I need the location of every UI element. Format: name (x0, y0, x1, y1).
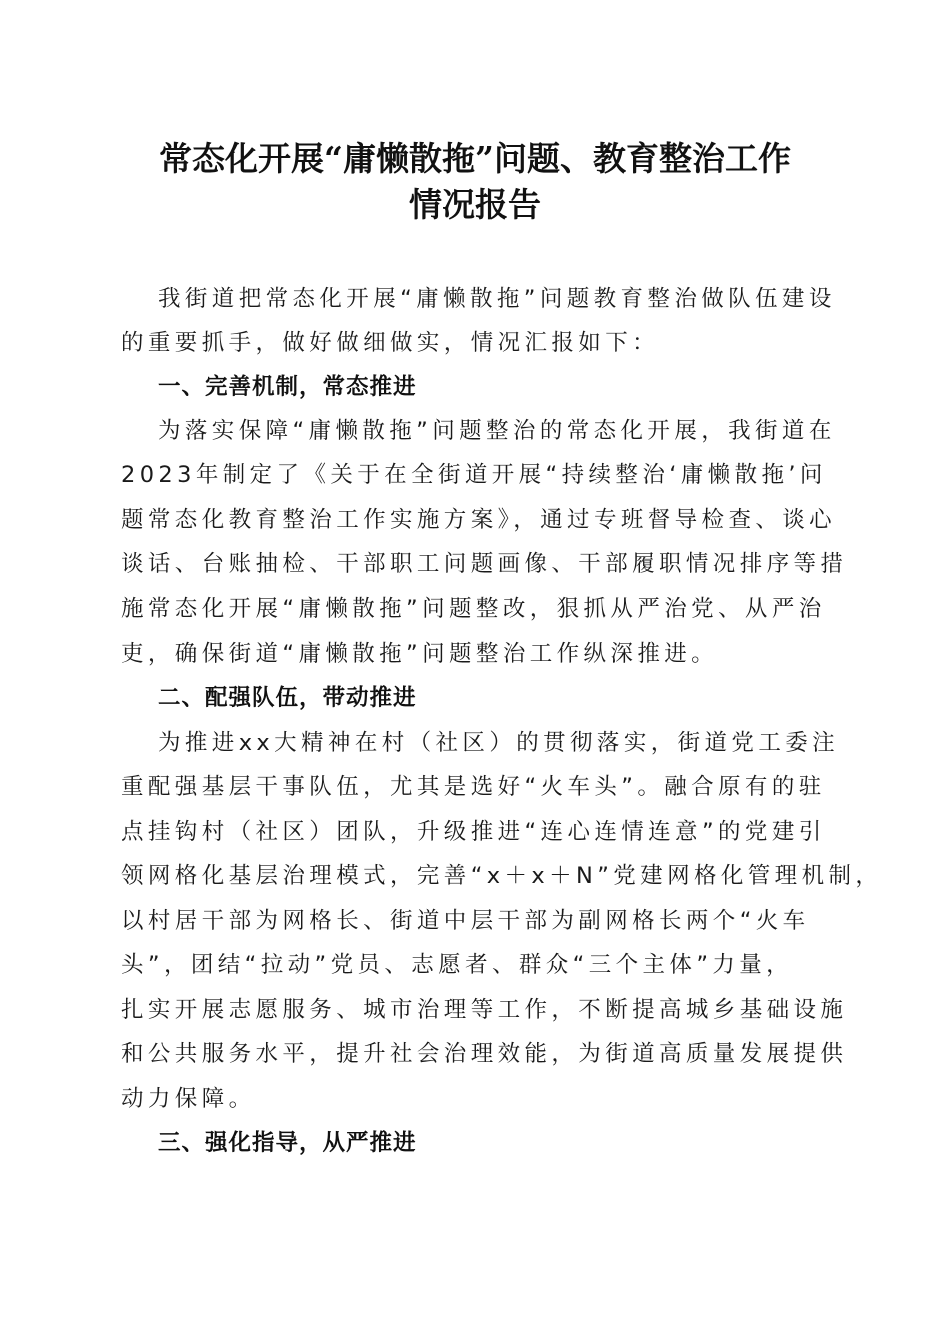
document-title-line-1: 常态化开展“庸懒散拖”问题、教育整治工作 (159, 139, 791, 178)
document-title-line-2: 情况报告 (409, 185, 541, 224)
section-heading-2: 二、配强队伍，带动推进 (158, 685, 417, 711)
intro-paragraph-line: 我街道把常态化开展“庸懒散拖”问题教育整治做队伍建设 (158, 286, 836, 312)
section-2-line: 领网格化基层治理模式，完善“x＋x＋N”党建网格化管理机制， (121, 863, 883, 889)
section-1-line: 吏，确保街道“庸懒散拖”问题整治工作纵深推进。 (121, 641, 719, 667)
section-heading-3: 三、强化指导，从严推进 (158, 1130, 417, 1156)
section-2-line: 头”，团结“拉动”党员、志愿者、群众“三个主体”力量， (121, 952, 794, 978)
section-2-line: 为推进xx大精神在村（社区）的贯彻落实，街道党工委注 (158, 730, 840, 756)
section-heading-1: 一、完善机制，常态推进 (158, 374, 417, 400)
section-1-line: 题常态化教育整治工作实施方案》，通过专班督导检查、谈心 (121, 507, 837, 533)
section-2-line: 扎实开展志愿服务、城市治理等工作，不断提高城乡基础设施 (121, 997, 848, 1023)
section-2-line: 和公共服务水平，提升社会治理效能，为街道高质量发展提供 (121, 1041, 848, 1067)
section-2-line: 点挂钩村（社区）团队，升级推进“连心连情连意”的党建引 (121, 819, 826, 845)
section-1-line: 2023年制定了《关于在全街道开展“持续整治‘庸懒散拖’问 (121, 462, 827, 488)
section-2-line: 动力保障。 (121, 1086, 256, 1112)
section-1-line: 为落实保障“庸懒散拖”问题整治的常态化开展，我街道在 (158, 418, 836, 444)
section-2-line: 重配强基层干事队伍，尤其是选好“火车头”。融合原有的驻 (121, 774, 826, 800)
intro-paragraph-line: 的重要抓手，做好做细做实，情况汇报如下： (121, 330, 660, 356)
section-1-line: 施常态化开展“庸懒散拖”问题整改，狠抓从严治党、从严治 (121, 596, 826, 622)
section-1-line: 谈话、台账抽检、干部职工问题画像、干部履职情况排序等措 (121, 551, 848, 577)
section-2-line: 以村居干部为网格长、街道中层干部为副网格长两个“火车 (121, 908, 810, 934)
